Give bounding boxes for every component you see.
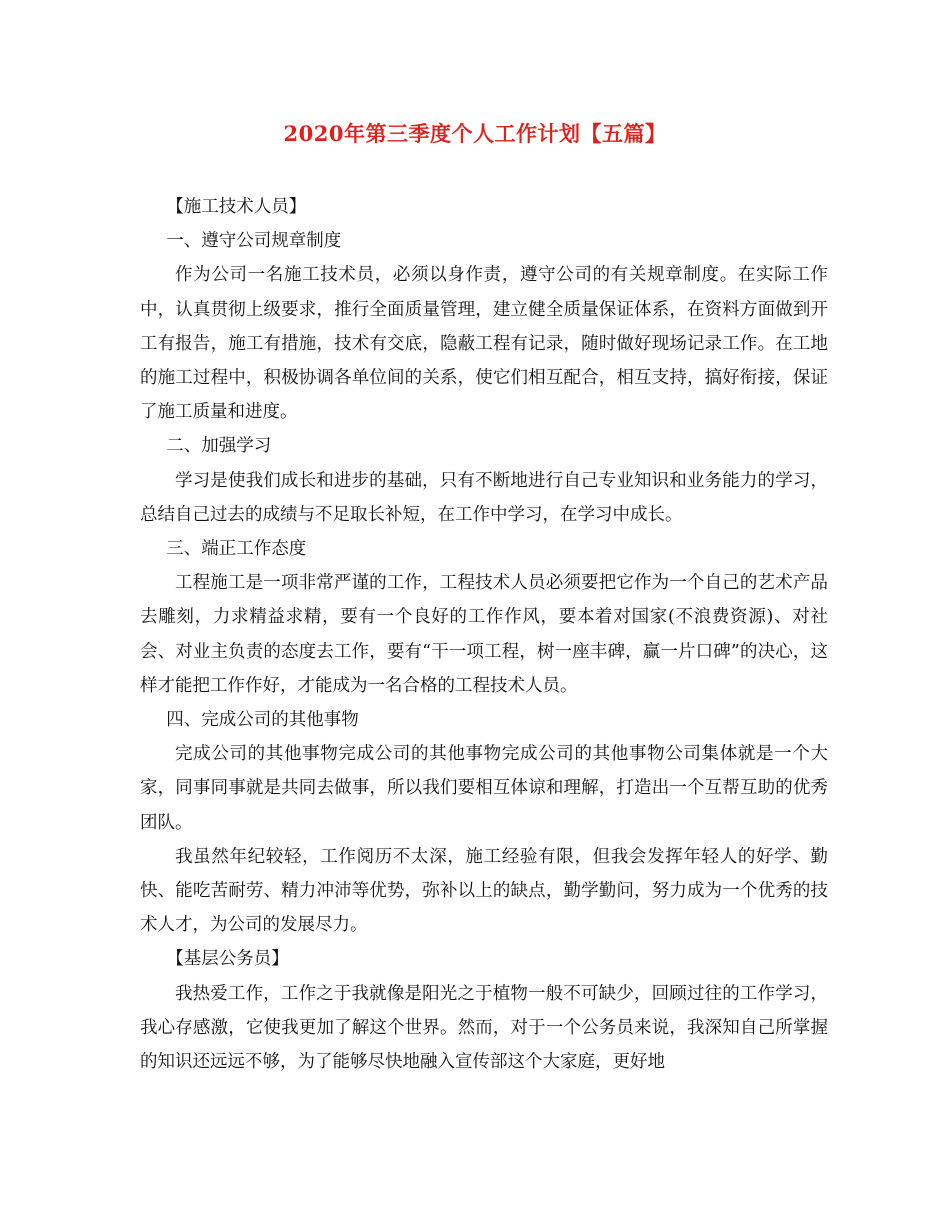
subheading-2: 二、加强学习 xyxy=(166,436,272,457)
subheading-1: 一、遵守公司规章制度 xyxy=(166,231,342,252)
paragraph-6: 我热爱工作，工作之于我就像是阳光之于植物一般不可缺少，回顾过往的工作学习，我心存感激，它使我更加了解这个世界。然而，对于一个公务员来说，我深知自己所掌握的知识还远远不够，为了能够尽快地融入宣传部这个大家庭，更好地 xyxy=(140,983,828,1073)
section-heading-civil-servant: 【基层公务员】 xyxy=(166,949,289,970)
paragraph-4: 完成公司的其他事物完成公司的其他事物完成公司的其他事物公司集体就是一个大家，同事同事就是共同去做事，所以我们要相互体谅和理解，打造出一个互帮互助的优秀团队。 xyxy=(140,744,828,833)
section-heading-construction-tech: 【施工技术人员】 xyxy=(166,197,307,217)
paragraph-2: 学习是使我们成长和进步的基础，只有不断地进行自己专业知识和业务能力的学习，总结自己过去的成绩与不足取长补短，在工作中学习，在学习中成长。 xyxy=(140,470,828,525)
document-title: 2020年第三季度个人工作计划【五篇】 xyxy=(283,121,667,146)
paragraph-3: 工程施工是一项非常严谨的工作，工程技术人员必须要把它作为一个自己的艺术产品去雕刻，力求精益求精，要有一个良好的工作作风，要本着对国家(不浪费资源)、对社会、对业主负责的态度去工作，要有“干一项工程，树一座丰碑，赢一片口碑”的决心，这样才能把工作作好，才能成为一名合格的工程技术人员。 xyxy=(140,573,828,696)
subheading-3: 三、端正工作态度 xyxy=(166,539,307,560)
paragraph-5: 我虽然年纪较轻，工作阅历不太深，施工经验有限，但我会发挥年轻人的好学、勤快、能吃苦耐劳、精力冲沛等优势，弥补以上的缺点，勤学勤问，努力成为一个优秀的技术人才，为公司的发展尽力。 xyxy=(140,846,828,936)
document-body xyxy=(140,190,828,1079)
subheading-4: 四、完成公司的其他事物 xyxy=(166,710,359,731)
paragraph-1: 作为公司一名施工技术员，必须以身作责，遵守公司的有关规章制度。在实际工作中，认真贯彻上级要求，推行全面质量管理，建立健全质量保证体系，在资料方面做到开工有报告，施工有措施，技术有交底，隐蔽工程有记录，随时做好现场记录工作。在工地的施工过程中，积极协调各单位间的关系，使它们相互配合，相互支持，搞好衔接，保证了施工质量和进度。 xyxy=(140,265,828,423)
